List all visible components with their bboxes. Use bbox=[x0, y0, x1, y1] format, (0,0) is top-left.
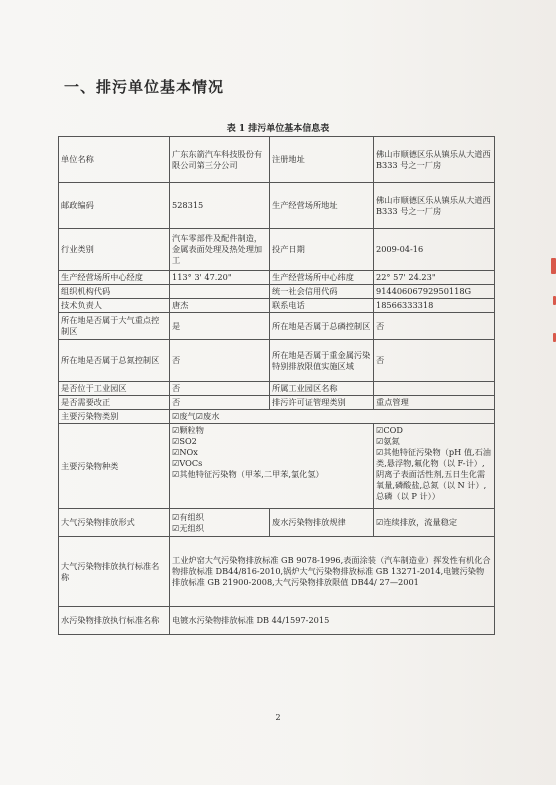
cell-value: 是 bbox=[170, 313, 270, 340]
cell-value: 否 bbox=[170, 340, 270, 382]
cell-value: 528315 bbox=[170, 183, 270, 229]
cell-value: 否 bbox=[170, 396, 270, 410]
cell-label: 主要污染物类别 bbox=[59, 410, 170, 424]
cell-value: 91440606792950118G bbox=[374, 285, 495, 299]
water-pollutant-list bbox=[374, 424, 495, 509]
cell-label: 邮政编码 bbox=[59, 183, 170, 229]
list-item: ☑VOCs bbox=[172, 458, 203, 468]
table-row bbox=[59, 229, 495, 271]
cell-value: 否 bbox=[374, 340, 495, 382]
cell-label: 生产经营场所地址 bbox=[270, 183, 374, 229]
list-item: ☑有组织 bbox=[172, 511, 204, 522]
cell-value: 否 bbox=[170, 382, 270, 396]
cell-label: 所在地是否属于总磷控制区 bbox=[270, 313, 374, 340]
cell-label: 所属工业园区名称 bbox=[270, 382, 374, 396]
cell-label: 大气污染物排放形式 bbox=[59, 509, 170, 537]
cell-value bbox=[170, 509, 270, 537]
cell-label: 所在地是否属于总氮控制区 bbox=[59, 340, 170, 382]
cell-label: 所在地是否属于大气重点控制区 bbox=[59, 313, 170, 340]
cell-label: 单位名称 bbox=[59, 137, 170, 183]
page-edge-mark bbox=[551, 258, 556, 274]
list-item: ☑颗粒物 bbox=[172, 425, 204, 435]
cell-value: 佛山市顺德区乐从镇乐从大道西 B333 号之一厂房 bbox=[374, 183, 495, 229]
table-row bbox=[59, 340, 495, 382]
list-item: ☑其他特征污染物（甲苯,二甲苯,氯化氢） bbox=[172, 469, 324, 479]
cell-label: 注册地址 bbox=[270, 137, 374, 183]
list-item: ☑无组织 bbox=[172, 522, 204, 533]
cell-value bbox=[374, 382, 495, 396]
cell-label: 废水污染物排放规律 bbox=[270, 509, 374, 537]
cell-label: 投产日期 bbox=[270, 229, 374, 271]
cell-label: 技术负责人 bbox=[59, 299, 170, 313]
cell-label: 是否需要改正 bbox=[59, 396, 170, 410]
table-row bbox=[59, 424, 495, 509]
table-row bbox=[59, 382, 495, 396]
table-row bbox=[59, 313, 495, 340]
cell-label: 行业类别 bbox=[59, 229, 170, 271]
list-item: ☑氨氮 bbox=[376, 436, 400, 446]
cell-value bbox=[170, 285, 270, 299]
table-row bbox=[59, 285, 495, 299]
cell-label: 组织机构代码 bbox=[59, 285, 170, 299]
cell-label: 联系电话 bbox=[270, 299, 374, 313]
cell-label: 主要污染物种类 bbox=[59, 424, 170, 509]
table-row bbox=[59, 137, 495, 183]
list-item: ☑其他特征污染物（pH 值,石油类,悬浮物,氟化物（以 F-计）,阴离子表面活性剂,五日生化需氧量,磷酸盐,总氮（以 N 计）,总磷（以 P 计）） bbox=[376, 447, 491, 501]
cell-label: 大气污染物排放执行标准名称 bbox=[59, 537, 170, 607]
cell-value: ☑连续排放，流量稳定 bbox=[374, 509, 495, 537]
cell-label: 所在地是否属于重金属污染特别排放限值实施区域 bbox=[270, 340, 374, 382]
table-row bbox=[59, 271, 495, 285]
cell-value: 2009-04-16 bbox=[374, 229, 495, 271]
table-row bbox=[59, 410, 495, 424]
table-row bbox=[59, 183, 495, 229]
cell-label: 水污染物排放执行标准名称 bbox=[59, 607, 170, 635]
cell-value: 电镀水污染物排放标准 DB 44/1597-2015 bbox=[170, 607, 495, 635]
cell-label: 排污许可证管理类别 bbox=[270, 396, 374, 410]
list-item: ☑COD bbox=[376, 425, 403, 435]
cell-label: 统一社会信用代码 bbox=[270, 285, 374, 299]
table-row bbox=[59, 299, 495, 313]
cell-value: 唐杰 bbox=[170, 299, 270, 313]
cell-value: 工业炉窑大气污染物排放标准 GB 9078-1996,表面涂装（汽车制造业）挥发性有机化合物排放标准 DB44/816-2010,锅炉大气污染物排放标准 GB 13271-2014,电镀污染物排放标准 GB 21900-2008,大气污染物排放限值 DB44/ 27—2001 bbox=[170, 537, 495, 607]
cell-label: 是否位于工业园区 bbox=[59, 382, 170, 396]
cell-value: 113° 3' 47.20" bbox=[170, 271, 270, 285]
table-row bbox=[59, 396, 495, 410]
table-caption: 表 1 排污单位基本信息表 bbox=[226, 124, 330, 134]
cell-value: 重点管理 bbox=[374, 396, 495, 410]
table-row bbox=[59, 537, 495, 607]
cell-value: 18566333318 bbox=[374, 299, 495, 313]
cell-label: 生产经营场所中心纬度 bbox=[270, 271, 374, 285]
page-number: 2 bbox=[275, 713, 281, 722]
table-row bbox=[59, 607, 495, 635]
cell-value: 佛山市顺德区乐从镇乐从大道西 B333 号之一厂房 bbox=[374, 137, 495, 183]
cell-value: 广东东箭汽车科技股份有限公司第三分公司 bbox=[170, 137, 270, 183]
cell-label: 生产经营场所中心经度 bbox=[59, 271, 170, 285]
cell-value: 22° 57' 24.23" bbox=[374, 271, 495, 285]
cell-value: 否 bbox=[374, 313, 495, 340]
air-pollutant-list bbox=[170, 424, 374, 509]
cell-value: 汽车零部件及配件制造，金属表面处理及热处理加工 bbox=[170, 229, 270, 271]
unit-info-table bbox=[58, 136, 495, 635]
section-title: 一、排污单位基本情况 bbox=[64, 78, 225, 96]
list-item: ☑NOx bbox=[172, 447, 198, 457]
table-row bbox=[59, 509, 495, 537]
cell-value: ☑废气☑废水 bbox=[170, 410, 495, 424]
list-item: ☑SO2 bbox=[172, 436, 197, 446]
